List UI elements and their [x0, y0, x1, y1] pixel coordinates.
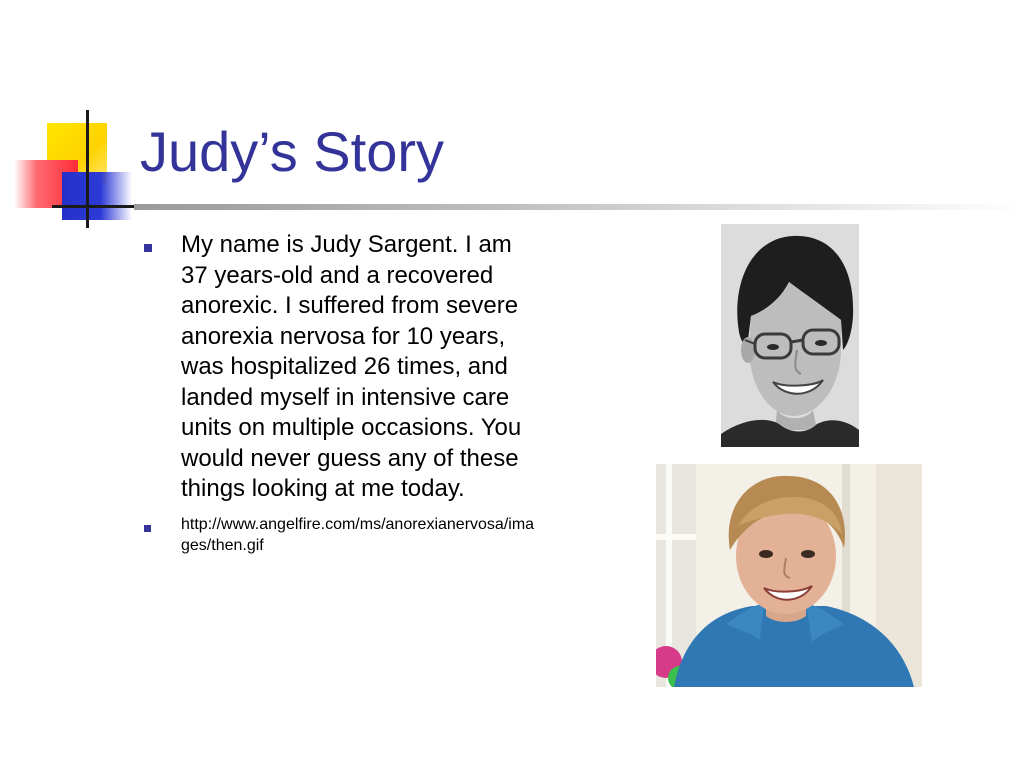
- logo-vertical-line: [86, 110, 89, 228]
- photo-now: [656, 464, 922, 687]
- bullet-text: My name is Judy Sargent. I am 37 years-old and a recovered anorexic. I suffered from severe anorexia nervosa for 10 years, was hospitalized 26 times, and landed myself in intensive care units on multiple occasions. You would never guess any of these things looking at me today.: [181, 231, 522, 502]
- logo-blue-square: [62, 172, 132, 220]
- logo-horizontal-line: [52, 205, 142, 208]
- title-underline: [134, 204, 1024, 210]
- portrait-then-image: [721, 224, 859, 447]
- bullet-item-story: [142, 230, 542, 505]
- bullet-list: [142, 230, 542, 556]
- source-url[interactable]: http://www.angelfire.com/ms/anorexianervosa/images/then.gif: [181, 515, 535, 554]
- portrait-now-image: [656, 464, 922, 687]
- square-bullet-icon: [144, 244, 152, 252]
- slide-title: Judy’s Story: [140, 120, 444, 183]
- photo-then: [721, 224, 859, 447]
- square-bullet-icon: [144, 525, 151, 532]
- bullet-item-source-link: [142, 514, 542, 556]
